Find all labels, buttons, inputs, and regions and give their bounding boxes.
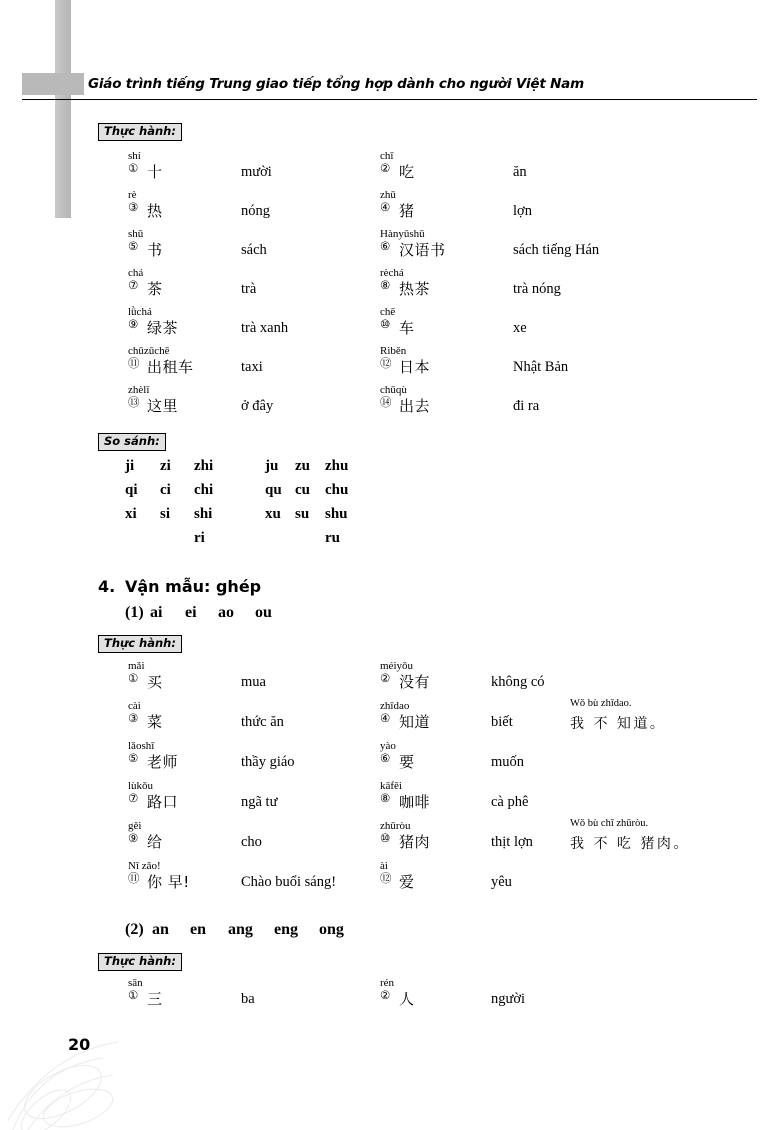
hanzi-text: 没有 xyxy=(399,673,431,691)
vietnamese-text: mười xyxy=(241,164,272,180)
decorative-header-block xyxy=(22,73,84,95)
hanzi-text: 十 xyxy=(147,163,163,181)
example-pinyin: Wǒ bù chī zhūròu. xyxy=(570,818,649,829)
final-ao: ao xyxy=(218,604,234,621)
compare-syllable: su xyxy=(295,506,310,522)
hanzi-text: 汉语书 xyxy=(399,241,446,259)
vietnamese-text: taxi xyxy=(241,359,263,375)
section-heading: Vận mẫu: ghép xyxy=(125,577,262,596)
vietnamese-text: nóng xyxy=(241,203,270,219)
pinyin-text: lǎoshī xyxy=(128,740,155,752)
vietnamese-text: lợn xyxy=(513,203,532,219)
hanzi-text: 人 xyxy=(399,990,415,1008)
hanzi-text: 爱 xyxy=(399,873,415,891)
item-number: ⑫ xyxy=(380,871,392,885)
item-number: ⑩ xyxy=(380,831,391,845)
hanzi-text: 绿茶 xyxy=(147,319,179,337)
vietnamese-text: đi ra xyxy=(513,398,540,414)
pinyin-text: shí xyxy=(128,150,141,162)
hanzi-text: 要 xyxy=(399,753,415,771)
pinyin-text: gěi xyxy=(128,820,142,832)
pinyin-text: Rìběn xyxy=(380,345,407,357)
hanzi-text: 热 xyxy=(147,202,163,220)
item-number: ① xyxy=(128,988,139,1002)
pinyin-text: zhūròu xyxy=(380,820,411,832)
compare-syllable: qu xyxy=(265,482,282,498)
vietnamese-text: ở đây xyxy=(241,398,274,414)
item-number: ⑧ xyxy=(380,278,391,292)
hanzi-text: 买 xyxy=(147,673,163,691)
section-number: 4. xyxy=(98,577,116,596)
vietnamese-text: thức ăn xyxy=(241,714,284,730)
subsection-1-label: (1) xyxy=(125,604,144,621)
compare-syllable: zu xyxy=(295,458,310,474)
item-number: ⑪ xyxy=(128,356,140,370)
hanzi-text: 给 xyxy=(147,833,163,851)
item-number: ④ xyxy=(380,200,391,214)
practice-label-3: Thực hành: xyxy=(98,953,182,971)
pinyin-text: rèchá xyxy=(380,267,404,279)
vietnamese-text: sách tiếng Hán xyxy=(513,242,600,258)
pinyin-text: zhū xyxy=(380,189,396,201)
pinyin-text: cài xyxy=(128,700,141,712)
item-number: ⑧ xyxy=(380,791,391,805)
pinyin-text: chūzūchē xyxy=(128,345,170,357)
final-ang: ang xyxy=(228,921,253,938)
hanzi-text: 日本 xyxy=(399,358,431,376)
hanzi-text: 吃 xyxy=(399,163,415,181)
pinyin-text: shū xyxy=(128,228,144,240)
vietnamese-text: cho xyxy=(241,834,262,850)
vietnamese-text: ăn xyxy=(513,164,527,180)
decorative-flower-graphic xyxy=(8,980,158,1130)
hanzi-text: 知道 xyxy=(399,713,431,731)
item-number: ⑦ xyxy=(128,791,139,805)
item-number: ⑫ xyxy=(380,356,392,370)
compare-syllable: cu xyxy=(295,482,310,498)
final-an: an xyxy=(152,921,169,938)
hanzi-text: 茶 xyxy=(147,280,163,298)
pinyin-text: chá xyxy=(128,267,144,279)
item-number: ⑪ xyxy=(128,871,140,885)
vietnamese-text: thầy giáo xyxy=(241,754,295,770)
item-number: ③ xyxy=(128,711,139,725)
item-number: ① xyxy=(128,671,139,685)
item-number: ① xyxy=(128,161,139,175)
vietnamese-text: cà phê xyxy=(491,794,529,810)
final-en: en xyxy=(190,921,206,938)
pinyin-text: chūqù xyxy=(380,384,407,396)
vietnamese-text: sách xyxy=(241,242,267,258)
example-pinyin: Wǒ bù zhīdao. xyxy=(570,698,632,709)
compare-syllable: xu xyxy=(265,506,281,522)
vietnamese-text: trà xyxy=(241,281,257,297)
item-number: ② xyxy=(380,671,391,685)
hanzi-text: 这里 xyxy=(147,397,179,415)
item-number: ⑦ xyxy=(128,278,139,292)
page-number: 20 xyxy=(68,1035,91,1054)
compare-syllable: shu xyxy=(325,506,348,522)
item-number: ⑤ xyxy=(128,751,139,765)
final-ai: ai xyxy=(150,604,163,621)
vietnamese-text: muốn xyxy=(491,754,525,770)
pinyin-text: Nǐ zǎo! xyxy=(128,860,161,872)
pinyin-text: zhèlǐ xyxy=(128,384,150,396)
item-number: ③ xyxy=(128,200,139,214)
hanzi-text: 你 早! xyxy=(147,873,190,891)
compare-syllable: chi xyxy=(194,482,214,498)
vietnamese-text: yêu xyxy=(491,874,512,890)
pinyin-text: Hànyǔshū xyxy=(380,228,425,240)
pinyin-text: lùkǒu xyxy=(128,780,154,792)
final-eng: eng xyxy=(274,921,298,938)
hanzi-text: 菜 xyxy=(147,713,163,731)
vietnamese-text: Chào buổi sáng! xyxy=(241,874,337,890)
final-ong: ong xyxy=(319,921,344,938)
running-header-title: Giáo trình tiếng Trung giao tiếp tổng hợp dành cho người Việt Nam xyxy=(88,76,584,92)
compare-syllable: ju xyxy=(265,458,279,474)
compare-syllable: ci xyxy=(160,482,171,498)
example-hanzi: 我 不 知道。 xyxy=(570,716,667,732)
pinyin-text: chī xyxy=(380,150,394,162)
vietnamese-text: ngã tư xyxy=(241,794,278,810)
pinyin-text: méiyǒu xyxy=(380,660,413,672)
item-number: ⑨ xyxy=(128,317,139,331)
vietnamese-text: mua xyxy=(241,674,266,690)
header-rule xyxy=(22,99,757,100)
vietnamese-text: ba xyxy=(241,991,255,1007)
vietnamese-text: người xyxy=(491,991,526,1007)
hanzi-text: 出租车 xyxy=(147,358,194,376)
pinyin-text: rè xyxy=(128,189,137,201)
hanzi-text: 咖啡 xyxy=(399,793,431,811)
item-number: ② xyxy=(380,988,391,1002)
practice-label-2: Thực hành: xyxy=(98,635,182,653)
vietnamese-text: trà nóng xyxy=(513,281,561,297)
item-number: ⑬ xyxy=(128,395,140,409)
final-ou: ou xyxy=(255,604,272,621)
item-number: ④ xyxy=(380,711,391,725)
hanzi-text: 路口 xyxy=(147,793,179,811)
compare-label: So sánh: xyxy=(98,433,166,451)
compare-syllable: zhi xyxy=(194,458,214,474)
hanzi-text: 三 xyxy=(147,990,163,1008)
vietnamese-text: trà xanh xyxy=(241,320,289,336)
vietnamese-text: Nhật Bản xyxy=(513,359,569,375)
vietnamese-text: biết xyxy=(491,714,513,730)
hanzi-text: 猪 xyxy=(399,202,415,220)
final-ei: ei xyxy=(185,604,197,621)
compare-syllable: shi xyxy=(194,506,213,522)
compare-syllable: ji xyxy=(125,458,135,474)
pinyin-text: lǜchá xyxy=(128,306,152,318)
vietnamese-text: xe xyxy=(513,320,527,336)
compare-syllable: si xyxy=(160,506,171,522)
pinyin-text: sān xyxy=(128,977,143,989)
hanzi-text: 书 xyxy=(147,241,163,259)
compare-syllable: zi xyxy=(160,458,171,474)
compare-syllable: qi xyxy=(125,482,138,498)
pinyin-text: mǎi xyxy=(128,660,145,672)
item-number: ⑩ xyxy=(380,317,391,331)
hanzi-text: 老师 xyxy=(147,753,179,771)
practice-label-1: Thực hành: xyxy=(98,123,182,141)
compare-syllable: xi xyxy=(125,506,137,522)
hanzi-text: 车 xyxy=(399,319,415,337)
vietnamese-text: thịt lợn xyxy=(491,834,533,850)
compare-syllable: ri xyxy=(194,530,205,546)
item-number: ⑤ xyxy=(128,239,139,253)
hanzi-text: 猪肉 xyxy=(399,833,431,851)
hanzi-text: 出去 xyxy=(399,397,431,415)
item-number: ⑨ xyxy=(128,831,139,845)
pinyin-text: zhīdao xyxy=(380,700,410,712)
subsection-2-label: (2) xyxy=(125,921,144,938)
pinyin-text: kāfēi xyxy=(380,780,402,792)
compare-syllable: ru xyxy=(325,530,340,546)
item-number: ② xyxy=(380,161,391,175)
decorative-left-bar xyxy=(55,0,71,218)
pinyin-text: rén xyxy=(380,977,395,989)
vietnamese-text: không có xyxy=(491,674,545,690)
pinyin-text: ài xyxy=(380,860,388,872)
pinyin-text: chē xyxy=(380,306,396,318)
example-hanzi: 我 不 吃 猪肉。 xyxy=(570,836,690,852)
item-number: ⑥ xyxy=(380,239,391,253)
item-number: ⑭ xyxy=(380,395,392,409)
hanzi-text: 热茶 xyxy=(399,280,431,298)
pinyin-text: yào xyxy=(380,740,396,752)
compare-syllable: chu xyxy=(325,482,349,498)
item-number: ⑥ xyxy=(380,751,391,765)
compare-syllable: zhu xyxy=(325,458,349,474)
